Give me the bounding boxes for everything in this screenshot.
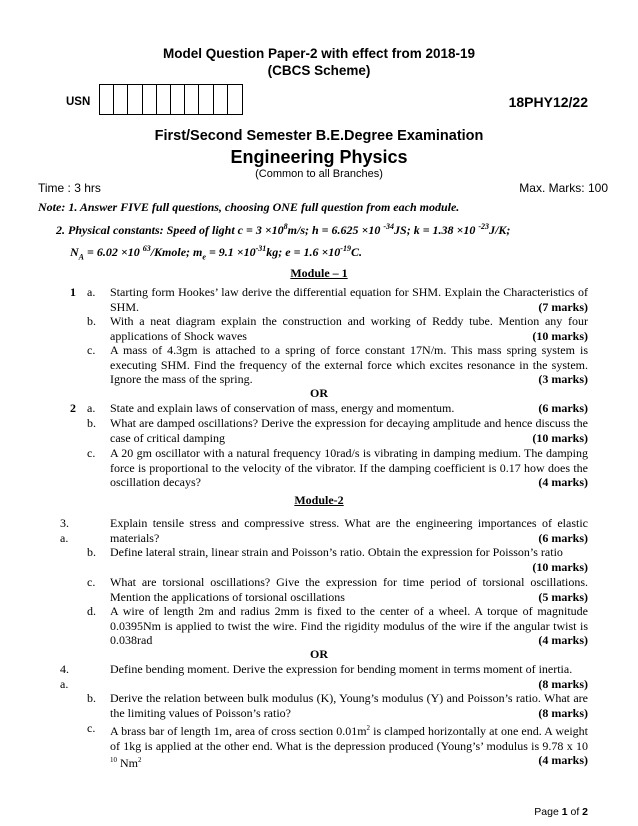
usn-cell (214, 85, 228, 114)
usn-cell (128, 85, 142, 114)
course-code: 18PHY12/22 (508, 94, 588, 110)
subject-title: Engineering Physics (230, 147, 408, 167)
usn-cell (199, 85, 213, 114)
max-marks-label: Max. Marks: 100 (519, 181, 608, 195)
usn-cell (228, 85, 242, 114)
usn-boxes (99, 84, 243, 115)
module-1-title: Module – 1 (290, 266, 348, 280)
note-1: Note: 1. Answer FIVE full questions, choosing ONE full question from each module. (38, 200, 460, 214)
exam-page: Model Question Paper-2 with effect from 2018-19 (CBCS Scheme) USN 18PHY12/22 First/Second Semester B.E.Degree Examination Engineering Physics (Common to all Branches) Time : 3 hrs Max. Marks: 100 Note: 1. Answer FIVE full questions, choosing ONE full question from each module. 2. Physical constants: Speed of light $c = 3 \times 10^8m/s$; h = 6.625 ×10 $^{-34}$JS; k = 1.38 ×10 $^{-23}$J/K; $N_A = 6.02 \times 10$ $^{63}$/Kmole; $m_e = 9.1 \times 10^{-31}kg$; $e = 1.6 \times 10^{-19}C$. Module – 1 1 a. Starting form Hookes’ law derive the differential equation for SHM. Explain the Characteristics of SHM. (7 marks) b. With a neat diagram explain the construction and working of Reddy tube. Mention any four applications of Shock waves (10 marks) c. A mass of 4.3gm is attached to a spring of force constant 17N/m. This mass spring system is executing SHM. Find the frequency of the external force which excites resonance in the system. Ignore the mass of the spring. (3 marks) OR 2 a. State and explain laws of conservation of mass, energy and momentum. (6 marks) b. What are damped oscillations? Derive the expression for decaying amplitude and hence discuss the case of critical damping (10 marks) c. A 20 gm oscillator with a natural frequency 10rad/s is vibrating in damping medium. The damping force is proportional to the velocity of the vibrator. If the damping coefficient is 0.17 how does the oscillation decays? (4 marks) Module-2 3. a. Explain tensile stress and compressive stress. What are the engineering importances of elastic materials? (6 marks) b. Define lateral strain, linear strain and Poisson’s ratio. Obtain the expression for Poisson’s ratio (10 marks) c. What are torsional oscillations? Give the expression for time period of torsional oscillations. Mention the applications of torsional oscillations (5 marks) d. A wire of length 2m and radius 2mm is fixed to the center of a wheel. A torque of magnitude 0.0395Nm is applied to twist the wire. Find the rigidity modulus of the wire if the angular twist is 0.038rad (4 marks) OR 4. a. Define bending moment. Derive the expression for bending moment in terms moment of inertia. (8 marks) b. Derive the relation between bulk modulus (K), Young’s modulus (Y) and Poisson’s ratio. What are the limiting values of Poisson’s ratio? (8 marks) c. A brass bar of length 1m, area of cross section $0.01m^2$ is clamped horizontally at one end. A weight of 1kg is applied at the other end. What is the depression produced (Young’s’ modulus is 9.78 x 10 $^{10}$ Nm$^2$ (4 marks) Page 1 of 2 (0, 0, 638, 826)
time-label: Time : 3 hrs (38, 181, 101, 195)
or-divider-2: OR (310, 647, 328, 661)
usn-cell (143, 85, 157, 114)
usn-cell (100, 85, 114, 114)
usn-cell (114, 85, 128, 114)
or-divider-1: OR (310, 386, 328, 400)
common-branches: (Common to all Branches) (255, 168, 383, 180)
usn-cell (157, 85, 171, 114)
module-2-title: Module-2 (294, 493, 344, 507)
page-number: Page 1 of 2 (534, 806, 588, 818)
paper-title: Model Question Paper-2 with effect from 2018-19 (162, 46, 476, 61)
note-2: 2. Physical constants: Speed of light $c = 3 \times 10^8m/s$; h = 6.625 ×10 $^{-34}$JS; k = 1.38 ×10 $^{-23}$J/K; (56, 222, 511, 237)
scheme-label: (CBCS Scheme) (267, 63, 371, 78)
note-3: $N_A = 6.02 \times 10$ $^{63}$/Kmole; $m_e = 9.1 \times 10^{-31}kg$; $e = 1.6 \times 10^{-19}C$. (70, 244, 362, 262)
usn-cell (185, 85, 199, 114)
usn-label: USN (66, 96, 91, 108)
usn-cell (171, 85, 185, 114)
semester-title: First/Second Semester B.E.Degree Examination (154, 128, 484, 144)
